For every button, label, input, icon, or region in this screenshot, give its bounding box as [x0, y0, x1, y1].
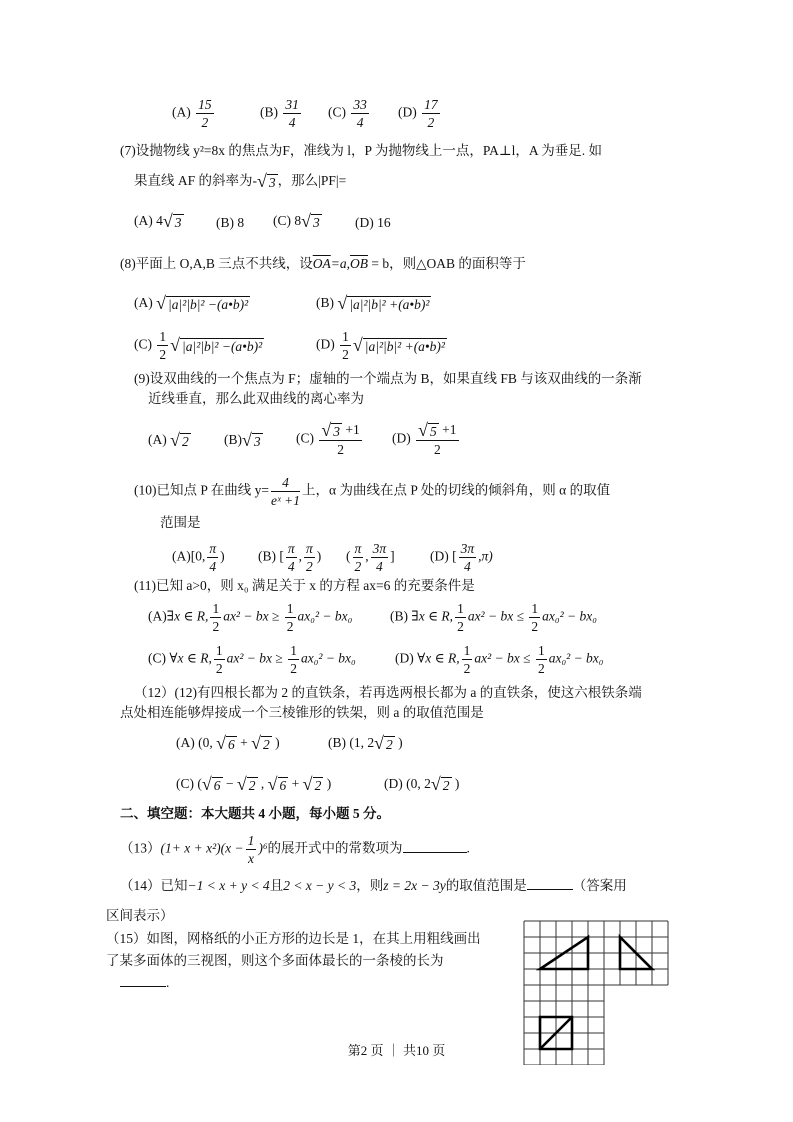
- q6-b-fraction: $\frac{31}{4}$: [285, 97, 299, 130]
- q8-stem: (8)平面上 O,A,B 三点不共线，设$\overline{OA}=a,\overline{OB} = b$，则△OAB 的面积等于: [120, 256, 526, 271]
- q9-option-c: (C) $\frac{√ 3 +1}{2}$: [296, 419, 360, 457]
- q10-option-c: ( $\frac{\pi}{2}$ , $\frac{3\pi}{4}$ ]: [346, 541, 395, 574]
- q12-option-a: (A) (0, √ 6 + √ 2 ): [176, 733, 280, 753]
- q11-stem: (11)已知 a>0，则 x₀ 满足关于 x 的方程 ax=6 的充要条件是: [134, 578, 475, 593]
- q13-stem: （13）(1+ x + x²)(x − $\frac{1}{x}$ )⁶的展开式中的常数项为 .: [120, 833, 470, 866]
- q10-option-d: (D) [ $\frac{3\pi}{4}$ ,π): [430, 541, 493, 574]
- q12-option-c: (C) (√ 6 − √ 2 , √ 6 + √ 2 ): [176, 774, 332, 794]
- q15-stem-line2: 了某多面体的三视图，则这个多面体最长的一条棱的长为: [106, 953, 444, 968]
- q7-option-d: (D) 16: [355, 215, 391, 230]
- q9-stem-line2: 近线垂直，那么此双曲线的离心率为: [148, 391, 364, 406]
- q6-option-c: (C) $\frac{33}{4}$: [328, 97, 367, 130]
- q6-a-fraction: $\frac{15}{2}$: [198, 97, 212, 130]
- q8-option-b: (B) √ |a|²|b|² +(a•b)²: [316, 293, 430, 313]
- q12-option-b: (B) (1, 2√ 2 ): [328, 733, 403, 753]
- q15-answer-blank[interactable]: [120, 974, 166, 987]
- q7-option-b: (B) 8: [216, 215, 245, 230]
- page-footer: 第2 页 ｜ 共10 页: [347, 1043, 446, 1058]
- q14-stem-line2: 区间表示）: [106, 908, 174, 923]
- q6-option-b: (B) $\frac{31}{4}$: [260, 97, 299, 130]
- q6-c-fraction: $\frac{33}{4}$: [353, 97, 367, 130]
- q10-option-b: (B) [ $\frac{\pi}{4}$ , $\frac{\pi}{2}$ ): [258, 541, 322, 574]
- q14-stem: （14）已知−1 < x + y < 4且2 < x − y < 3，则z = 2x − 3y的取值范围是 （答案用: [120, 878, 627, 893]
- thick-view-outlines: [540, 937, 652, 1049]
- q14-answer-blank[interactable]: [527, 877, 573, 890]
- q15-stem-line3: .: [120, 974, 169, 992]
- q11-option-c: (C) ∀x ∈ R, $\frac{1}{2}$ ax² − bx ≥ $\frac{1}{2}$ ax₀² − bx₀: [148, 643, 356, 676]
- section-title: 二、填空题：本大题共 4 小题，每小题 5 分。: [120, 806, 390, 821]
- q11-option-d: (D) ∀x ∈ R, $\frac{1}{2}$ ax² − bx ≤ $\frac{1}{2}$ ax₀² − bx₀: [395, 643, 604, 676]
- q9-option-b: (B)√ 3: [224, 430, 261, 450]
- q11-option-a: (A)∃x ∈ R, $\frac{1}{2}$ ax² − bx ≥ $\frac{1}{2}$ ax₀² − bx₀: [148, 601, 353, 634]
- q6-d-fraction: $\frac{17}{2}$: [424, 97, 438, 130]
- q9-stem-line1: (9)设双曲线的一个焦点为 F；虚轴的一个端点为 B，如果直线 FB 与该双曲线的一条渐: [134, 371, 642, 386]
- q10-option-a: (A)[0, $\frac{\pi}{4}$ ): [172, 541, 225, 574]
- q6-option-a: (A) $\frac{15}{2}$: [172, 97, 212, 130]
- q10-stem-line1: (10)已知点 P 在曲线 y= $\frac{4}{\text{eˣ +1}}$ 上，α 为曲线在点 P 处的切线的倾斜角，则 α 的取值: [134, 475, 611, 508]
- q13-answer-blank[interactable]: [403, 840, 467, 853]
- q12-stem-line2: 点处相连能够焊接成一个三棱锥形的铁架，则 a 的取值范围是: [120, 705, 484, 720]
- q6-option-d: (D) $\frac{17}{2}$: [398, 97, 438, 130]
- q7-option-a: (A) 4√ 3: [134, 211, 182, 231]
- q7-stem-line2: 果直线 AF 的斜率为-√ 3 ，那么|PF|=: [134, 171, 347, 191]
- q12-option-d: (D) (0, 2√ 2 ): [384, 774, 460, 794]
- q9-option-d: (D) $\frac{√ 5 +1}{2}$: [392, 419, 457, 457]
- q10-stem-line2: 范围是: [160, 515, 201, 530]
- q7-stem-line1: (7)设抛物线 y²=8x 的焦点为F，准线为 l，P 为抛物线上一点，PA⊥l，A 为垂足. 如: [120, 143, 603, 158]
- q11-option-b: (B) ∃x ∈ R, $\frac{1}{2}$ ax² − bx ≤ $\frac{1}{2}$ ax₀² − bx₀: [390, 601, 597, 634]
- q15-stem-line1: （15）如图，网格纸的小正方形的边长是 1，在其上用粗线画出: [106, 931, 481, 946]
- q9-option-a: (A) √ 2: [148, 430, 189, 450]
- q8-option-a: (A) √ |a|²|b|² −(a•b)²: [134, 293, 249, 313]
- q7-option-c: (C) 8√ 3: [273, 211, 320, 231]
- q8-option-c: (C) $\frac{1}{2}$ √ |a|²|b|² −(a•b)²: [134, 329, 263, 362]
- q12-stem-line1: （12）(12)有四根长都为 2 的直铁条，若再选两根长都为 a 的直铁条，使这六根铁条端: [134, 685, 642, 700]
- q8-option-d: (D) $\frac{1}{2}$ √ |a|²|b|² +(a•b)²: [316, 329, 445, 362]
